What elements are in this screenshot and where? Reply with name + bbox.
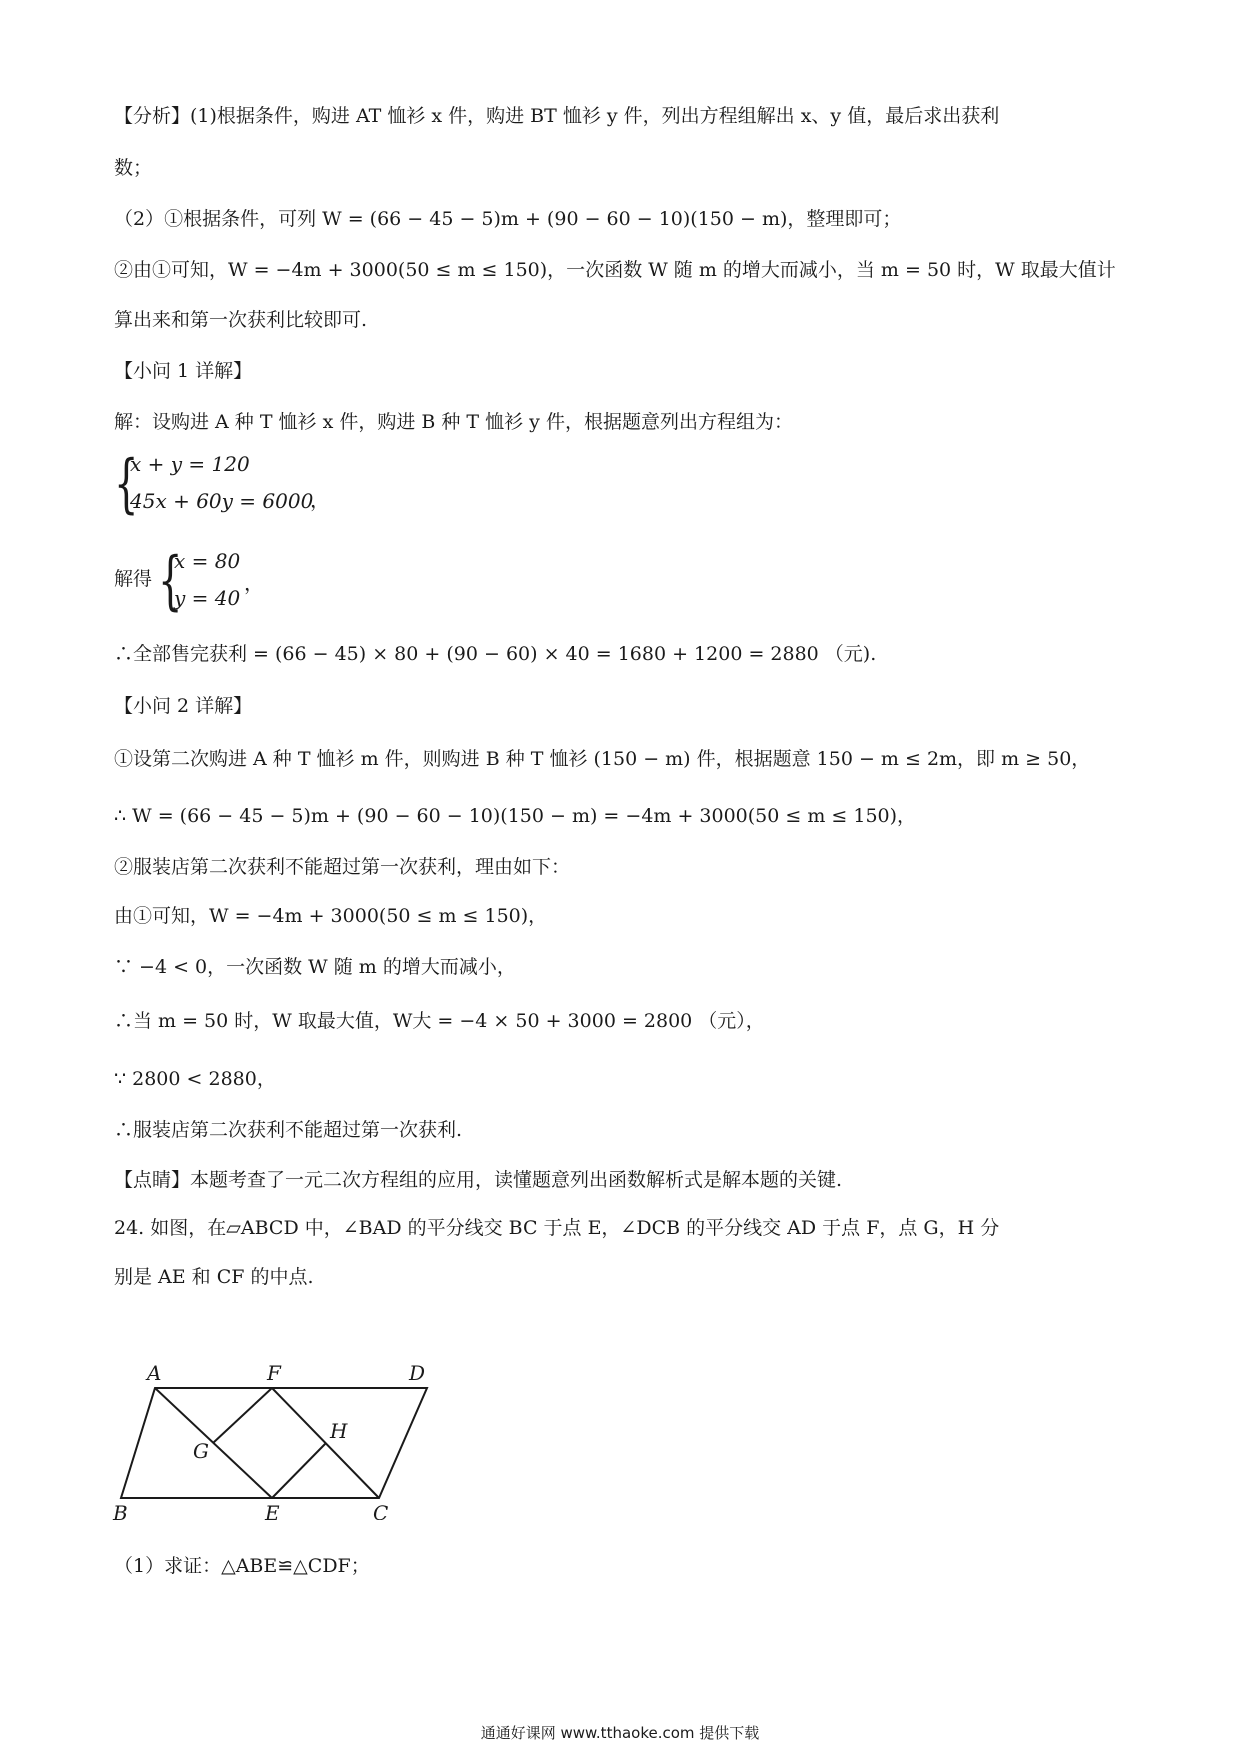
label-f: F [267,1361,281,1385]
part1-heading: 【小问 1 详解】 [114,360,253,382]
footer-watermark: 通通好课网 www.tthaoke.com 提供下载 [480,1724,760,1742]
part1-setup: 解：设购进 A 种 T 恤衫 x 件，购进 B 种 T 恤衫 y 件，根据题意列出方程组为： [114,411,793,433]
system2-prefix: 解得 [114,568,153,590]
parallelogram-abcd [121,1388,427,1498]
label-d: D [409,1361,426,1385]
system2-eq1: x = 80 [174,549,241,573]
system1-eq2: 45x + 60y = 6000 [130,489,314,513]
comment-line: 【点睛】本题考查了一元二次方程组的应用，读懂题意列出函数解析式是解本题的关键. [114,1169,843,1191]
left-brace: { [158,544,183,618]
segment-fg [213,1388,272,1443]
analysis-line-3: （2）①根据条件，可列 W = (66 − 45 − 5)m + (90 − 60 − 10)(150 − m)，整理即可； [114,208,902,230]
part2-line-3: ②服装店第二次获利不能超过第一次获利，理由如下： [114,856,571,878]
part1-result: ∴全部售完获利 = (66 − 45) × 80 + (90 − 60) × 40 = 1680 + 1200 = 2880 （元). [114,643,877,665]
part2-line-8: ∴服装店第二次获利不能超过第一次获利. [114,1119,463,1141]
system1-comma: ， [310,488,330,512]
geometry-figure [105,1360,445,1524]
label-g: G [193,1439,209,1463]
system1-eq1: x + y = 120 [130,452,250,476]
system2-eq2: y = 40 [174,586,241,610]
label-a: A [147,1361,162,1385]
system2-comma: ， [244,571,264,595]
equation-system-1 [114,446,354,526]
question-24-part-1: （1）求证：△ABE≌△CDF； [114,1555,370,1577]
question-24-line-2: 别是 AE 和 CF 的中点. [114,1266,314,1288]
part2-line-5: ∵ −4 < 0，一次函数 W 随 m 的增大而减小， [114,956,516,978]
label-b: B [113,1501,128,1520]
part2-line-1: ①设第二次购进 A 种 T 恤衫 m 件，则购进 B 种 T 恤衫 (150 − m) 件，根据题意 150 − m ≤ 2m，即 m ≥ 50， [114,748,1091,770]
part2-line-2: ∴ W = (66 − 45 − 5)m + (90 − 60 − 10)(150 − m) = −4m + 3000(50 ≤ m ≤ 150)， [114,805,917,827]
analysis-line-2: 数； [114,157,153,179]
part2-line-6: ∴当 m = 50 时，W 取最大值，W大 = −4 × 50 + 3000 = 2800 （元）， [114,1010,765,1032]
equation-system-2 [114,543,314,623]
part2-line-7: ∵ 2800 < 2880， [114,1068,276,1090]
segment-he [272,1443,326,1498]
label-c: C [373,1501,389,1520]
analysis-line-4: ②由①可知，W = −4m + 3000(50 ≤ m ≤ 150)，一次函数 W 随 m 的增大而减小，当 m = 50 时，W 取最大值计 [114,259,1116,281]
label-h: H [330,1419,348,1443]
part2-heading: 【小问 2 详解】 [114,695,253,717]
question-24-line-1: 24. 如图，在▱ABCD 中，∠BAD 的平分线交 BC 于点 E，∠DCB 的平分线交 AD 于点 F，点 G，H 分 [114,1217,1000,1239]
part2-line-4: 由①可知，W = −4m + 3000(50 ≤ m ≤ 150)， [114,905,548,927]
label-e: E [265,1501,280,1520]
analysis-line-1: 【分析】(1)根据条件，购进 AT 恤衫 x 件，购进 BT 恤衫 y 件，列出方程组解出 x、y 值，最后求出获利 [114,105,1000,127]
parallelogram-diagram [105,1360,445,1520]
left-brace: { [114,447,139,521]
analysis-line-5: 算出来和第一次获利比较即可. [114,309,368,331]
